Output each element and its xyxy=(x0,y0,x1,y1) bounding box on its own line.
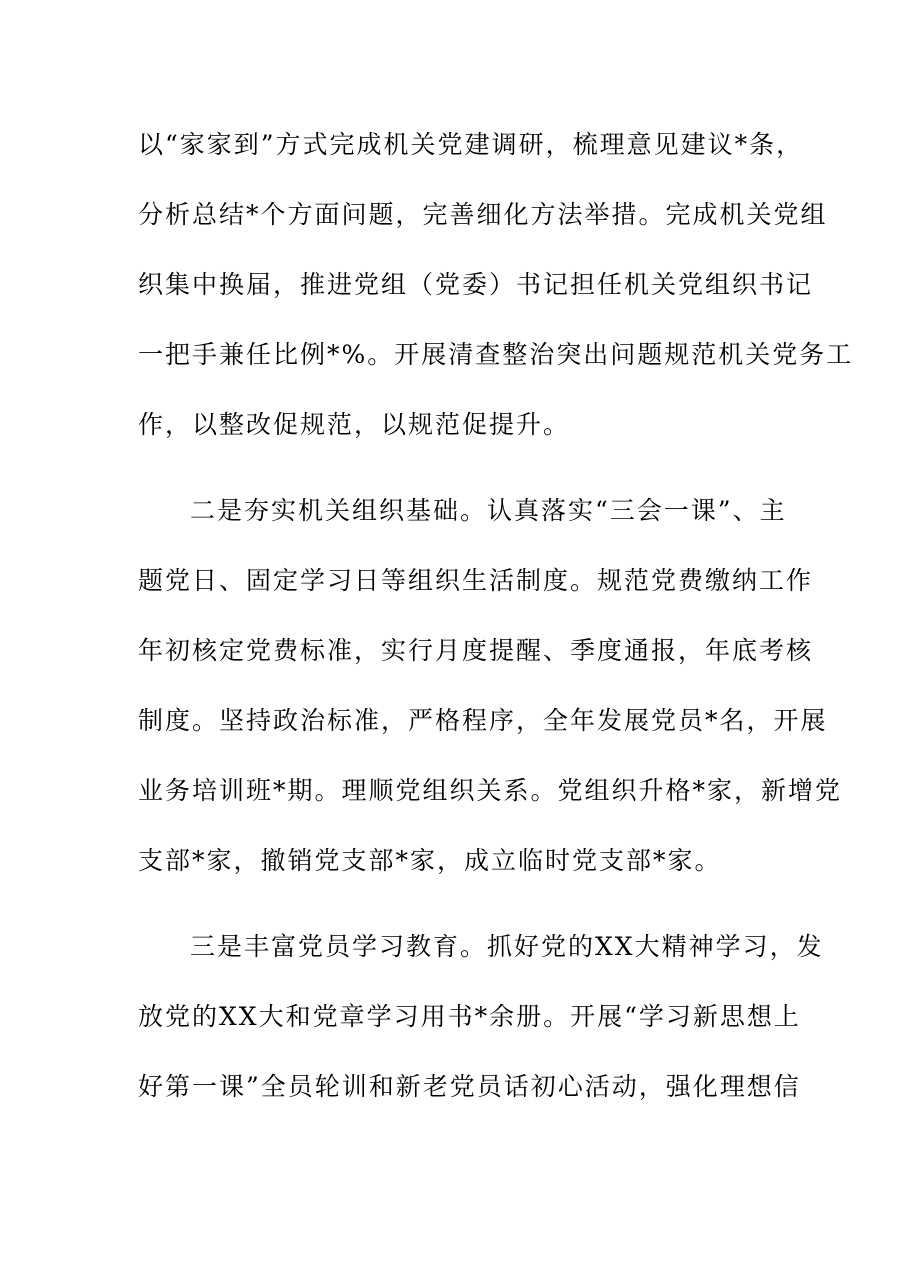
paragraph-2-line-3: 年初核定党费标准，实行月度提醒、季度通报，年底考核 xyxy=(138,636,814,665)
paragraph-2-line-4: 制度。坚持政治标准，严格程序，全年发展党员*名，开展 xyxy=(138,706,828,735)
paragraph-1-line-3: 织集中换届，推进党组（党委）书记担任机关党组织书记 xyxy=(138,270,814,299)
paragraph-3-line-3: 好第一课”全员轮训和新老党员话初心活动，强化理想信 xyxy=(138,1072,801,1101)
paragraph-1-line-1: 以“家家到”方式完成机关党建调研，梳理意见建议*条， xyxy=(138,130,804,159)
paragraph-2-line-5: 业务培训班*期。理顺党组织关系。党组织升格*家，新增党 xyxy=(138,776,843,805)
paragraph-1-line-4: 一把手兼任比例*%。开展清查整治突出问题规范机关党务工 xyxy=(138,340,854,369)
paragraph-1-line-2: 分析总结*个方面问题，完善细化方法举措。完成机关党组 xyxy=(138,200,828,229)
paragraph-2-line-2: 题党日、固定学习日等组织生活制度。规范党费缴纳工作 xyxy=(138,566,814,595)
paragraph-3-line-2: 放党的XX大和党章学习用书*余册。开展“学习新思想上 xyxy=(138,1002,801,1031)
paragraph-2-line-1: 二是夯实机关组织基础。认真落实“三会一课”、主 xyxy=(190,496,787,525)
paragraph-1-line-5: 作，以整改促规范，以规范促提升。 xyxy=(138,410,571,439)
paragraph-3-line-1: 三是丰富党员学习教育。抓好党的XX大精神学习，发 xyxy=(190,932,824,961)
paragraph-2-line-6: 支部*家，撤销党支部*家，成立临时党支部*家。 xyxy=(138,846,722,875)
